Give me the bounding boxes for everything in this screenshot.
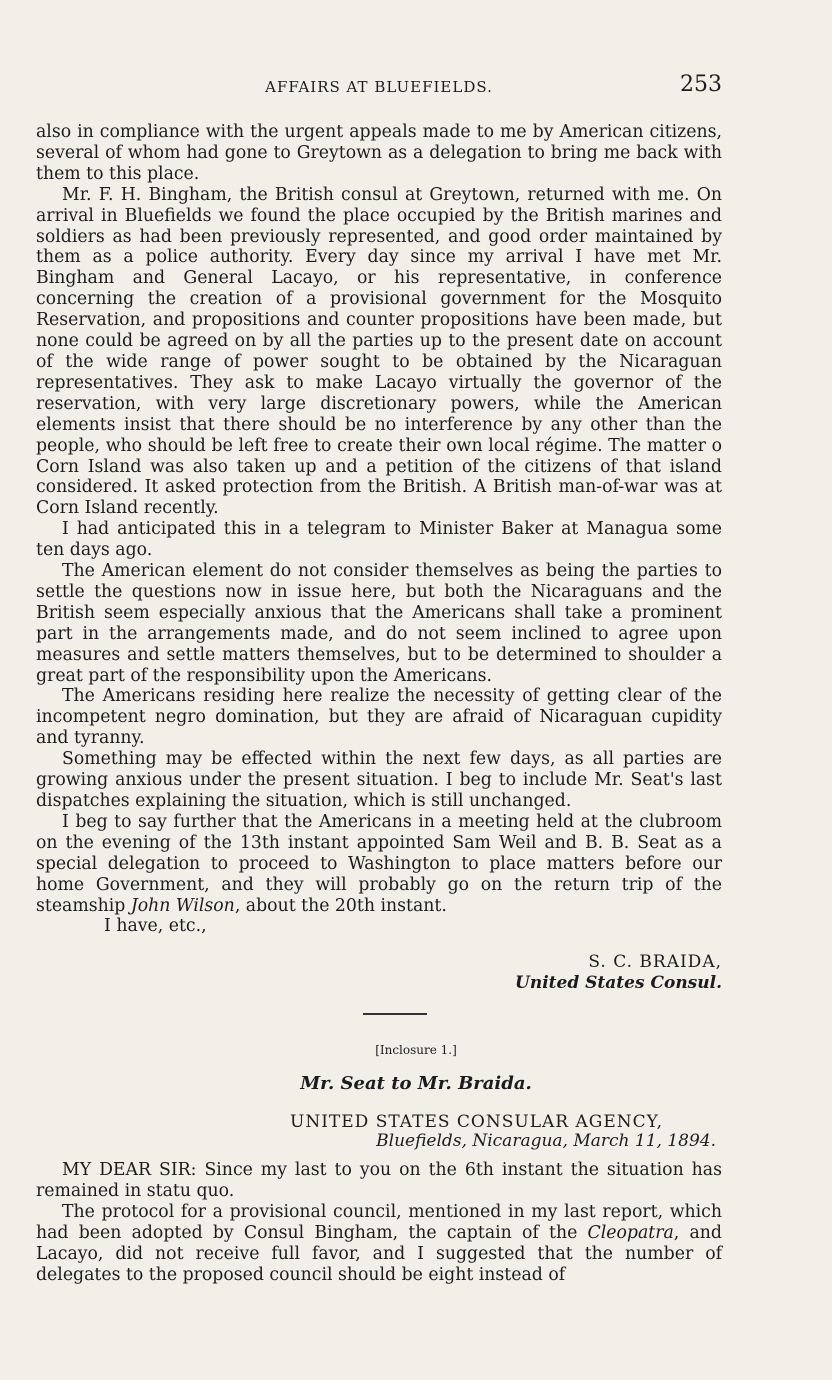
complimentary-close: I have, etc., bbox=[104, 916, 207, 937]
inclosure-title: Mr. Seat to Mr. Braida. bbox=[300, 1073, 532, 1094]
dateline: Bluefields, Nicaragua, March 11, 1894. bbox=[376, 1131, 716, 1151]
inclosure-body bbox=[36, 1160, 722, 1285]
page-header bbox=[36, 72, 722, 102]
inclosure-paragraph-2 bbox=[36, 1202, 722, 1286]
letter-body bbox=[36, 122, 722, 937]
letter-paragraph-7 bbox=[36, 812, 722, 917]
inclosure-paragraph-1-text: Since my last to you on the 6th instant the situation has remained in statu quo. bbox=[36, 1160, 722, 1201]
paragraph-7-text: I beg to say further that the Americans in a meeting held at the clubroom on the evening of the 13th instant appointed Sam Weil and B. B. Seat as a special delegation to proceed to Washington to place matters before our home Government, and they will probably go on the return trip of the steamship bbox=[36, 811, 722, 916]
inclosure-paragraph-2-end: , and Lacayo, did not receive full favor, and I suggested that the number of delegates to the proposed council should be eight instead of bbox=[36, 1222, 722, 1285]
letter-paragraph-5: The Americans residing here realize the necessity of getting clear of the incompetent negro domination, but they are afraid of Nicaraguan cupidity and tyranny. bbox=[36, 686, 722, 749]
signature-name: S. C. BRAIDA, bbox=[588, 952, 722, 972]
letter-paragraph-2: Mr. F. H. Bingham, the British consul at Greytown, returned with me. On arrival in Bluefields we found the place occupied by the British marines and soldiers as had been previously represented, and good order maintained by them as a police authority. Every day since my arrival I have met Mr. Bingham and General Lacayo, or his representative, in conference concerning the creation of a provisional government for the Mosquito Reservation, and propositions and counter propositions have been made, but none could be agreed on by all the parties up to the present date on account of the wide range of power sought to be obtained by the Nicaraguan representatives. They ask to make Lacayo virtually the governor of the reservation, with very large discretionary powers, while the American elements insist that there should be no interference by any other than the people, who should be left free to create their own local régime. The matter o Corn Island was also taken up and a petition of the citizens of that island considered. It asked protection from the British. A British man-of-war was at Corn Island recently. bbox=[36, 184, 722, 519]
agency-heading: UNITED STATES CONSULAR AGENCY, bbox=[290, 1112, 664, 1132]
salutation: MY DEAR SIR: bbox=[62, 1160, 197, 1180]
steamship-name: John Wilson bbox=[130, 895, 235, 916]
running-title: AFFAIRS AT BLUEFIELDS. bbox=[265, 78, 493, 96]
paragraph-7-end: , about the 20th instant. bbox=[234, 895, 447, 916]
letter-paragraph-3: I had anticipated this in a telegram to Minister Baker at Managua some ten days ago. bbox=[36, 519, 722, 561]
page-number: 253 bbox=[680, 72, 722, 97]
section-divider bbox=[363, 1013, 427, 1015]
letter-paragraph-1: also in compliance with the urgent appeals made to me by American citizens, several of whom had gone to Greytown as a delegation to bring me back with them to this place. bbox=[36, 122, 722, 184]
ship-name: Cleopatra bbox=[587, 1222, 674, 1243]
inclosure-paragraph-1 bbox=[36, 1160, 722, 1202]
letter-paragraph-4: The American element do not consider themselves as being the parties to settle the questions now in issue here, but both the Nicaraguans and the British seem especially anxious that the Americans shall take a prominent part in the arrangements made, and do not seem inclined to agree upon measures and settle matters themselves, but to be determined to shoulder a great part of the responsibility upon the Americans. bbox=[36, 561, 722, 686]
signature-title: United States Consul. bbox=[515, 973, 722, 993]
letter-paragraph-6: Something may be effected within the next few days, as all parties are growing anxious under the present situation. I beg to include Mr. Seat's last dispatches explaining the situation, which is still unchanged. bbox=[36, 749, 722, 811]
inclosure-label: [Inclosure 1.] bbox=[375, 1043, 457, 1057]
inclosure-paragraph-2-text: The protocol for a provisional council, mentioned in my last report, which had been adopted by Consul Bingham, the captain of the bbox=[36, 1201, 722, 1243]
